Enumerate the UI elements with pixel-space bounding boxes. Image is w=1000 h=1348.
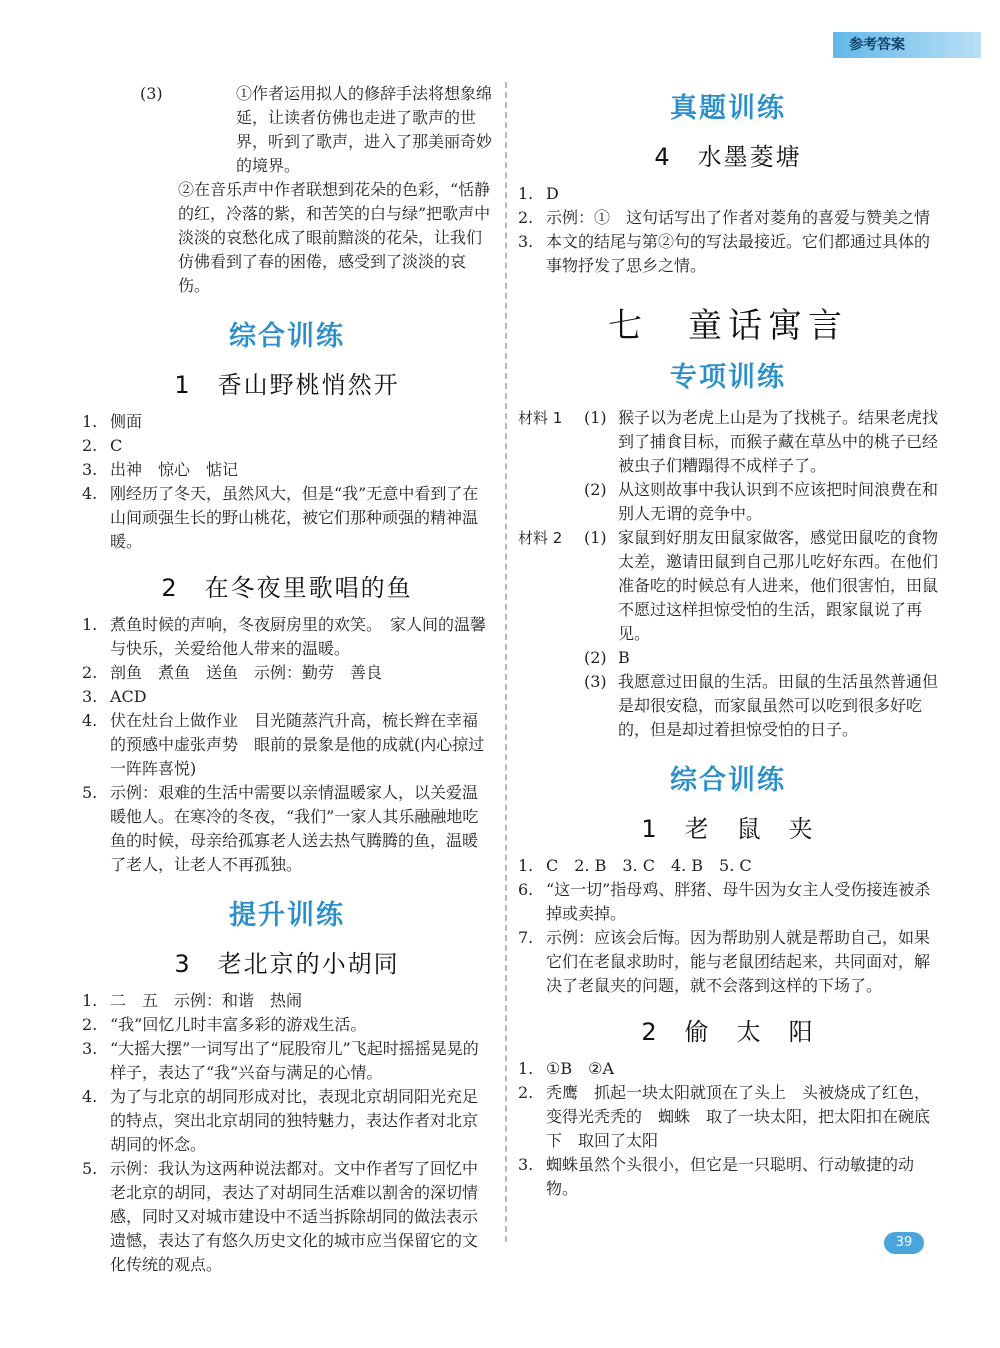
list-item: 4. 刚经历了冬天，虽然风大，但是“我”无意中看到了在山间顽强生长的野山桃花，被它们那种顽强的精神温暖。 xyxy=(82,484,479,551)
material-1-q2: (2) 从这则故事中我认识到不应该把时间浪费在和别人无谓的竞争中。 xyxy=(584,480,939,523)
list-item: 2. C xyxy=(82,436,123,455)
page-number: 39 xyxy=(884,1232,924,1254)
column-divider xyxy=(505,82,507,1242)
list-item: 4. 伏在灶台上做作业 目光随蒸汽升高，梳长辫在幸福的预感中虚张声势 眼前的景象是他的成就(内心掠过一阵阵喜悦) xyxy=(82,711,485,778)
section-title: 专项训练 xyxy=(670,362,786,393)
list-item: 1. 侧面 xyxy=(82,412,143,431)
lesson-title: 3 老北京的小胡同 xyxy=(174,950,400,978)
section-title: 提升训练 xyxy=(229,900,345,931)
list-item: 1. C 2. B 3. C 4. B 5. C xyxy=(518,856,752,875)
list-item: 7. 示例：应该会后悔。因为帮助别人就是帮助自己，如果它们在老鼠求助时，能与老鼠团结起来，共同面对，解决了老鼠夹的问题，就不会落到这样的下场了。 xyxy=(518,928,931,995)
list-item: 1. 煮鱼时候的声响，冬夜厨房里的欢笑。 家人间的温馨与快乐，关爱给他人带来的温暖。 xyxy=(82,615,487,658)
section-title: 综合训练 xyxy=(229,321,345,352)
lesson-title: 1 香山野桃悄然开 xyxy=(174,371,400,399)
list-item: 2. 秃鹰 抓起一块太阳就顶在了头上 头被烧成了红色，变得光秃秃的 蜘蛛 取了一块太阳，把太阳扣在碗底下 取回了太阳 xyxy=(518,1083,931,1150)
material-1: 材料 1 (1) 猴子以为老虎上山是为了找桃子。结果老虎找到了捕食目标，而猴子藏在草丛中的桃子已经被虫子们糟蹋得不成样子了。 xyxy=(518,408,939,475)
list-item: 4. 为了与北京的胡同形成对比，表现北京胡同阳光充足的特点，突出北京胡同的独特魅力，表达作者对北京胡同的怀念。 xyxy=(82,1087,479,1154)
list-item: 1. D xyxy=(518,184,559,203)
intro-answer-2: ②在音乐声中作者联想到花朵的色彩，“恬静的红，冷落的紫，和苦笑的白与绿”把歌声中淡淡的哀愁化成了眼前黯淡的花朵，让我们仿佛看到了春的困倦，感受到了淡淡的哀伤。 xyxy=(178,180,491,295)
list-item: 6. “这一切”指母鸡、胖猪、母牛因为女主人受伤接连被杀掉或卖掉。 xyxy=(518,880,931,923)
lesson-title: 2 偷 太 阳 xyxy=(641,1018,815,1046)
lesson-title: 2 在冬夜里歌唱的鱼 xyxy=(161,574,413,602)
section-title: 综合训练 xyxy=(670,765,786,796)
list-item: 3. 出神 惊心 惦记 xyxy=(82,460,239,479)
list-item: 1. ①B ②A xyxy=(518,1059,615,1078)
list-item: 3. ACD xyxy=(82,687,147,706)
right-column xyxy=(518,82,938,1201)
list-item: 1. 二 五 示例：和谐 热闹 xyxy=(82,991,303,1010)
answer-key-badge: 参考答案 xyxy=(833,32,981,58)
material-2-q3: (3) 我愿意过田鼠的生活。田鼠的生活虽然普通但是却很安稳，而家鼠虽然可以吃到很多好吃的，但是却过着担惊受怕的日子。 xyxy=(584,672,939,739)
section-title: 真题训练 xyxy=(670,93,786,124)
list-item: 5. 示例：我认为这两种说法都对。文中作者写了回忆中老北京的胡同，表达了对胡同生活难以割舍的深切情感，同时又对城市建设中不适当拆除胡同的做法表示遗憾，表达了有悠久历史文化的城市应当保留它的文化传统的观点。 xyxy=(82,1159,479,1274)
list-item: 2. “我”回忆儿时丰富多彩的游戏生活。 xyxy=(82,1015,367,1034)
list-item: 3. 蜘蛛虽然个头很小，但它是一只聪明、行动敏捷的动物。 xyxy=(518,1155,915,1198)
left-column xyxy=(82,82,492,1277)
lesson-title: 4 水墨菱塘 xyxy=(654,143,802,171)
list-item: 3. “大摇大摆”一词写出了“屁股帘儿”飞起时摇摇晃晃的样子，表达了“我”兴奋与满足的心情。 xyxy=(82,1039,479,1082)
unit-title: 七 童话寓言 xyxy=(608,306,848,346)
list-item: 2. 示例：① 这句话写出了作者对菱角的喜爱与赞美之情 xyxy=(518,208,931,227)
material-2: 材料 2 (1) 家鼠到好朋友田鼠家做客，感觉田鼠吃的食物太差，邀请田鼠到自己那儿吃好东西。在他们准备吃的时候总有人进来，他们很害怕，田鼠不愿过这样担惊受怕的生活，跟家鼠说了再见。 xyxy=(518,528,939,643)
lesson-title: 1 老 鼠 夹 xyxy=(641,815,815,843)
material-2-q2: (2) B xyxy=(584,648,630,667)
list-item: 3. 本文的结尾与第②句的写法最接近。它们都通过具体的事物抒发了思乡之情。 xyxy=(518,232,931,275)
list-item: 2. 剖鱼 煮鱼 送鱼 示例：勤劳 善良 xyxy=(82,663,383,682)
list-item: 5. 示例：艰难的生活中需要以亲情温暖家人，以关爱温暖他人。在寒冷的冬夜，“我们”一家人其乐融融地吃鱼的时候，母亲给孤寡老人送去热气腾腾的鱼，温暖了老人，让老人不再孤独。 xyxy=(82,783,479,874)
intro-answer: (3) ①作者运用拟人的修辞手法将想象绵延，让读者仿佛也走进了歌声的世界，听到了歌声，进入了那美丽奇妙的境界。 xyxy=(140,84,493,175)
